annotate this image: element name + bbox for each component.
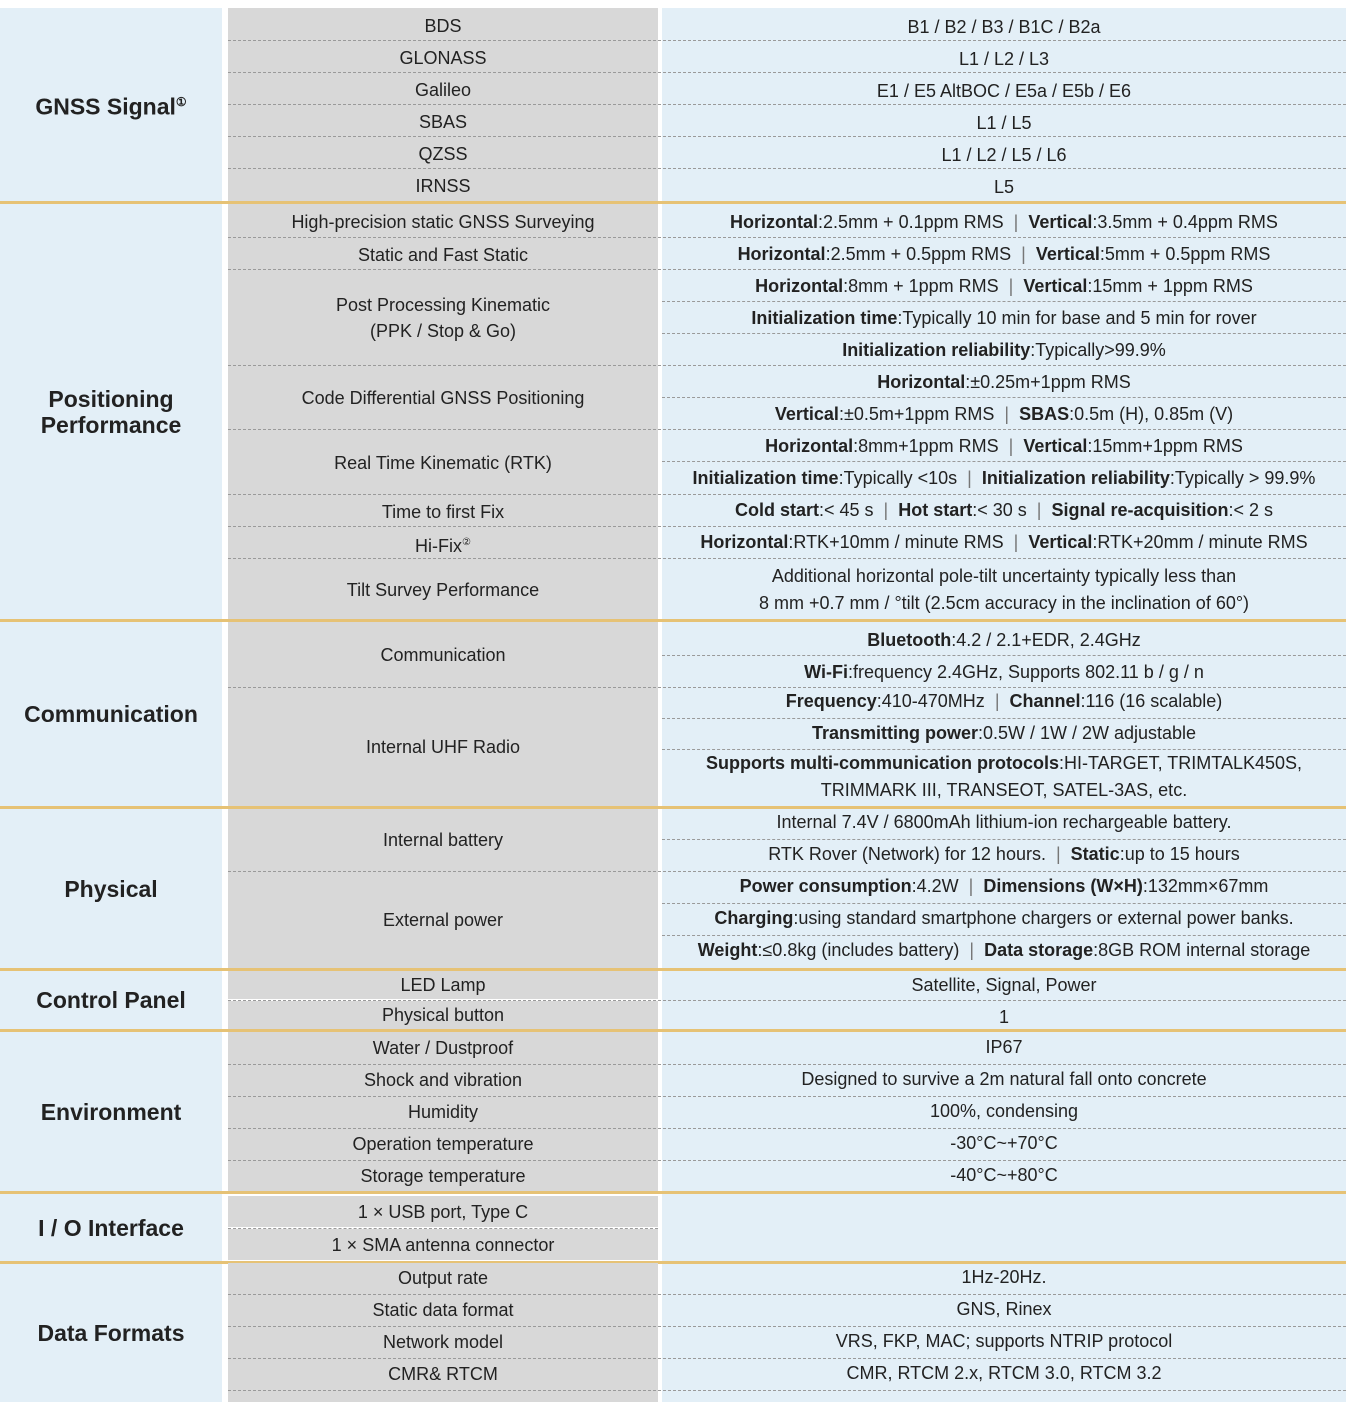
section-title-text: Positioning: [48, 385, 174, 412]
feature-cell: [228, 971, 658, 999]
row-divider: [228, 72, 1346, 73]
value-text: :Typically > 99.9%: [1169, 468, 1316, 488]
row-divider: [662, 461, 1346, 462]
value-line: Horizontal:RTK+10mm / minute RMS | Vertical:RTK+20mm / minute RMS: [700, 532, 1308, 552]
value-text: :4.2 / 2.1+EDR, 2.4GHz: [951, 630, 1141, 650]
value-label: Horizontal: [765, 436, 854, 456]
value-text: :410-470MHz: [876, 691, 985, 711]
value-line: [662, 1362, 1346, 1384]
value-label: Signal re-acquisition: [1051, 500, 1229, 520]
value-line: Horizontal:8mm + 1ppm RMS | Vertical:15mm + 1ppm RMS: [755, 276, 1253, 296]
feature-cell: [228, 432, 658, 494]
value-text: :≤0.8kg (includes battery): [757, 940, 960, 960]
value-text: :±0.25m+1ppm RMS: [965, 372, 1131, 392]
value-text: Satellite, Signal, Power: [911, 975, 1097, 995]
value-label: Hot start: [898, 500, 973, 520]
feature-label: Static data format: [372, 1300, 514, 1320]
feature-cell: [228, 1033, 658, 1063]
value-label: Initialization time: [751, 308, 898, 328]
section-title-physical: [0, 809, 222, 968]
value-text: Designed to survive a 2m natural fall onto concrete: [801, 1069, 1207, 1089]
row-divider: [662, 397, 1346, 398]
value-line: Horizontal:2.5mm + 0.1ppm RMS | Vertical:3.5mm + 0.4ppm RMS: [730, 212, 1278, 232]
feature-cell: [228, 43, 658, 73]
values-environment: [662, 1032, 1346, 1191]
row-divider: [228, 1390, 1346, 1391]
value-text: :RTK+10mm / minute RMS: [788, 532, 1004, 552]
section-title-positioning: [0, 204, 222, 619]
row-divider: [228, 40, 1346, 41]
value-line: [662, 592, 1346, 614]
feature-cell: [228, 1161, 658, 1191]
value-text: GNS, Rinex: [956, 1299, 1052, 1319]
row-divider: [228, 1064, 1346, 1065]
feature-label: LED Lamp: [400, 975, 486, 995]
feature-cell: [228, 206, 658, 238]
values-io-interface: [662, 1194, 1346, 1261]
value-line: Horizontal:2.5mm + 0.5ppm RMS | Vertical:5mm + 0.5ppm RMS: [737, 244, 1271, 264]
value-text: :< 45 s: [818, 500, 874, 520]
value-text: :4.2W: [911, 876, 959, 896]
footnote-marker: ②: [462, 536, 471, 548]
value-line: [662, 565, 1346, 587]
value-label: Horizontal: [737, 244, 826, 264]
value-line: [662, 907, 1346, 929]
value-line: Horizontal:8mm+1ppm RMS | Vertical:15mm+1ppm RMS: [765, 436, 1243, 456]
row-divider: [228, 104, 1346, 105]
value-text: Internal 7.4V / 6800mAh lithium-ion rechargeable battery.: [776, 812, 1232, 832]
value-line: [662, 722, 1346, 744]
feature-label: Operation temperature: [352, 1134, 534, 1154]
value-text: :±0.5m+1ppm RMS: [838, 404, 995, 424]
feature-cell: [228, 75, 658, 105]
value-text: :HI-TARGET, TRIMTALK450S,: [1058, 753, 1303, 773]
feature-cell: [228, 272, 658, 364]
value-line: RTK Rover (Network) for 12 hours. | Static:up to 15 hours: [768, 844, 1240, 864]
section-title-communication: [0, 622, 222, 806]
value-text: 1: [998, 1007, 1009, 1027]
value-text: VRS, FKP, MAC; supports NTRIP protocol: [835, 1331, 1173, 1351]
row-divider: [228, 526, 1346, 527]
value-text: IP67: [985, 1037, 1023, 1057]
value-text: :5mm + 0.5ppm RMS: [1099, 244, 1271, 264]
value-line: [662, 144, 1346, 166]
value-label: Vertical: [1028, 532, 1093, 552]
value-label: Horizontal: [700, 532, 789, 552]
value-text: L1 / L5: [976, 113, 1032, 133]
row-divider: [228, 558, 1346, 559]
feature-label: Internal UHF Radio: [365, 737, 521, 757]
row-divider: [662, 749, 1346, 750]
value-line: [662, 1132, 1346, 1154]
value-line: [662, 1068, 1346, 1090]
value-label: Supports multi-communication protocols: [705, 753, 1059, 773]
value-label: Data storage: [984, 940, 1094, 960]
section-title-text: Control Panel: [36, 987, 186, 1013]
value-line: [662, 307, 1346, 329]
row-divider: [662, 655, 1346, 656]
value-text: :Typically <10s: [838, 468, 958, 488]
value-text: CMR, RTCM 2.x, RTCM 3.0, RTCM 3.2: [846, 1363, 1162, 1383]
value-text: :15mm+1ppm RMS: [1087, 436, 1243, 456]
feature-cell: [228, 1327, 658, 1357]
value-text: L5: [993, 177, 1015, 197]
feature-label: Tilt Survey Performance: [346, 580, 540, 600]
feature-label: Humidity: [407, 1102, 478, 1122]
feature-cell: [228, 1129, 658, 1159]
row-divider: [662, 301, 1346, 302]
values-physical-lines: [662, 809, 1346, 968]
value-text: :0.5W / 1W / 2W adjustable: [977, 723, 1197, 743]
feature-cell: [228, 107, 658, 137]
value-line: [662, 339, 1346, 361]
value-text: RTK Rover (Network) for 12 hours.: [768, 844, 1046, 864]
row-divider: [228, 365, 1346, 366]
value-line: Initialization time:Typically <10s | Initialization reliability:Typically > 99.9%: [692, 468, 1316, 488]
section-title-text: I / O Interface: [38, 1214, 184, 1241]
value-label: Vertical: [1028, 212, 1093, 232]
value-text: :8GB ROM internal storage: [1093, 940, 1311, 960]
value-line: [662, 1330, 1346, 1352]
feature-label: Real Time Kinematic (RTK): [334, 453, 552, 473]
value-label: SBAS: [1019, 404, 1070, 424]
section-title-text: Physical: [64, 875, 158, 902]
feature-label: GLONASS: [399, 48, 487, 68]
value-text: L1 / L2 / L3: [958, 49, 1050, 69]
value-line: [662, 16, 1346, 38]
value-label: Weight: [697, 940, 758, 960]
feature-label: Hi-Fix: [415, 535, 463, 556]
row-divider: [662, 333, 1346, 334]
feature-cell: [228, 562, 658, 618]
value-text: :116 (16 scalable): [1080, 691, 1223, 711]
value-text: :8mm+1ppm RMS: [853, 436, 999, 456]
values-data-formats: [662, 1264, 1346, 1402]
feature-label: External power: [382, 910, 504, 930]
row-divider: [662, 935, 1346, 936]
value-label: Transmitting power: [811, 723, 978, 743]
value-label: Initialization reliability: [981, 468, 1170, 488]
value-line: Weight:≤0.8kg (includes battery) | Data storage:8GB ROM internal storage: [697, 940, 1311, 960]
feature-label: Water / Dustproof: [372, 1038, 514, 1058]
section-title-gnss-signal: [0, 8, 222, 201]
row-divider: [228, 168, 1346, 169]
row-divider: [662, 718, 1346, 719]
row-divider: [228, 136, 1346, 137]
value-label: Vertical: [1023, 436, 1088, 456]
feature-cell: [228, 239, 658, 271]
feature-label: Time to first Fix: [381, 502, 505, 522]
feature-label: Output rate: [397, 1268, 489, 1288]
feature-cell: [228, 873, 658, 967]
value-text: TRIMMARK III, TRANSEOT, SATEL-3AS, etc.: [820, 780, 1188, 800]
section-title-text: Communication: [24, 701, 198, 727]
values-positioning-lines: [662, 204, 1346, 619]
value-line: [662, 48, 1346, 70]
row-divider: [228, 687, 1346, 688]
value-text: :RTK+20mm / minute RMS: [1092, 532, 1308, 552]
value-line: [662, 1266, 1346, 1288]
value-text: -40°C~+80°C: [950, 1165, 1058, 1185]
value-label: Initialization reliability: [842, 340, 1031, 360]
feature-label: (PPK / Stop & Go): [369, 321, 517, 341]
value-text: :15mm + 1ppm RMS: [1087, 276, 1253, 296]
value-label: Vertical: [774, 404, 839, 424]
feature-label: 1 × SMA antenna connector: [331, 1234, 555, 1255]
row-divider: [662, 903, 1346, 904]
feature-cell: [228, 139, 658, 169]
value-text: :132mm×67mm: [1142, 876, 1269, 896]
feature-label: CMR& RTCM: [388, 1364, 498, 1384]
feature-cell: [228, 1001, 658, 1029]
value-label: Cold start: [734, 500, 819, 520]
value-line: [662, 752, 1346, 774]
value-text: :3.5mm + 0.4ppm RMS: [1092, 212, 1278, 232]
value-label: Dimensions (W×H): [983, 876, 1143, 896]
value-label: Charging: [714, 908, 794, 928]
value-label: Initialization time: [692, 468, 839, 488]
feature-label: Static and Fast Static: [357, 245, 529, 265]
section-title-data-formats: [0, 1264, 222, 1402]
feature-cell: [228, 1097, 658, 1127]
feature-label: Internal battery: [382, 830, 504, 850]
feature-label: Network model: [382, 1332, 504, 1352]
value-label: Vertical: [1035, 244, 1100, 264]
row-divider: [228, 237, 1346, 238]
feature-label: Storage temperature: [360, 1166, 526, 1186]
feature-cell: [228, 689, 658, 805]
value-text: :Typically 10 min for base and 5 min for rover: [897, 308, 1257, 328]
section-title-io-interface: [0, 1194, 222, 1261]
feature-label: BDS: [424, 16, 462, 36]
section-title-text: Performance: [40, 411, 182, 438]
value-text: 1Hz-20Hz.: [961, 1267, 1047, 1287]
row-divider: [228, 1128, 1346, 1129]
feature-cell: [228, 171, 658, 201]
value-line: Cold start:< 45 s | Hot start:< 30 s | Signal re-acquisition:< 2 s: [734, 500, 1274, 520]
section-title-text: Data Formats: [37, 1320, 185, 1346]
value-label: Wi-Fi: [804, 662, 848, 682]
feature-cell: [228, 1065, 658, 1095]
value-label: Horizontal: [755, 276, 844, 296]
value-line: [662, 661, 1346, 683]
feature-label: IRNSS: [415, 176, 471, 196]
feature-cell: [228, 810, 658, 870]
feature-label: QZSS: [418, 144, 468, 164]
value-line: [662, 629, 1346, 651]
value-text: :Typically>99.9%: [1030, 340, 1166, 360]
section-title-environment: [0, 1032, 222, 1191]
feature-cell: [228, 529, 658, 559]
row-divider: [228, 1000, 1346, 1001]
value-line: [662, 112, 1346, 134]
feature-cell: [228, 1229, 658, 1260]
feature-cell: [228, 1359, 658, 1389]
value-label: Channel: [1009, 691, 1081, 711]
value-line: [662, 1164, 1346, 1186]
value-line: [662, 371, 1346, 393]
value-text: 8 mm +0.7 mm / °tilt (2.5cm accuracy in the inclination of 60°): [758, 593, 1250, 613]
value-text: :2.5mm + 0.5ppm RMS: [825, 244, 1012, 264]
value-text: L1 / L2 / L5 / L6: [941, 145, 1067, 165]
value-label: Power consumption: [739, 876, 912, 896]
footnote-marker: ①: [175, 95, 187, 110]
feature-label: Galileo: [414, 80, 472, 100]
row-divider: [228, 1358, 1346, 1359]
value-line: [662, 974, 1346, 996]
section-title-control-panel: [0, 971, 222, 1029]
value-line: Frequency:410-470MHz | Channel:116 (16 scalable): [785, 691, 1223, 711]
value-line: [662, 80, 1346, 102]
value-text: :up to 15 hours: [1119, 844, 1240, 864]
value-text: :8mm + 1ppm RMS: [843, 276, 999, 296]
feature-cell: [228, 11, 658, 41]
feature-label: Code Differential GNSS Positioning: [301, 388, 585, 408]
feature-label: Shock and vibration: [363, 1070, 523, 1090]
value-line: Vertical:±0.5m+1ppm RMS | SBAS:0.5m (H), 0.85m (V): [774, 404, 1234, 424]
feature-label: Communication: [380, 645, 506, 665]
row-divider: [228, 269, 1346, 270]
value-text: :using standard smartphone chargers or external power banks.: [793, 908, 1294, 928]
value-line: Power consumption:4.2W | Dimensions (W×H):132mm×67mm: [739, 876, 1269, 896]
row-divider: [228, 494, 1346, 495]
row-divider: [228, 1294, 1346, 1295]
feature-label: High-precision static GNSS Surveying: [291, 212, 595, 232]
value-text: -30°C~+70°C: [950, 1133, 1058, 1153]
value-label: Static: [1070, 844, 1120, 864]
value-line: [662, 811, 1346, 833]
value-line: [662, 1298, 1346, 1320]
feature-cell: [228, 497, 658, 527]
feature-label: SBAS: [418, 112, 468, 132]
row-divider: [228, 1228, 658, 1229]
value-line: [662, 779, 1346, 801]
value-line: [662, 1036, 1346, 1058]
value-text: :< 2 s: [1228, 500, 1274, 520]
values-communication-lines: [662, 622, 1346, 806]
value-text: :frequency 2.4GHz, Supports 802.11 b / g / n: [847, 662, 1204, 682]
value-label: Bluetooth: [867, 630, 952, 650]
row-divider: [228, 1096, 1346, 1097]
feature-label: Post Processing Kinematic: [335, 295, 551, 315]
value-line: [662, 1006, 1346, 1028]
feature-label: 1 × USB port, Type C: [357, 1201, 529, 1222]
value-line: [662, 1100, 1346, 1122]
feature-label: Physical button: [381, 1005, 505, 1025]
row-divider: [228, 429, 1346, 430]
value-text: :0.5m (H), 0.85m (V): [1069, 404, 1234, 424]
value-text: E1 / E5 AltBOC / E5a / E5b / E6: [876, 81, 1132, 101]
value-text: :< 30 s: [972, 500, 1027, 520]
value-text: :2.5mm + 0.1ppm RMS: [818, 212, 1004, 232]
row-divider: [228, 871, 1346, 872]
value-label: Horizontal: [730, 212, 819, 232]
feature-cell: [228, 1263, 658, 1293]
value-text: B1 / B2 / B3 / B1C / B2a: [907, 17, 1101, 37]
row-divider: [662, 839, 1346, 840]
section-title-text: Environment: [40, 1098, 182, 1125]
feature-cell: [228, 1295, 658, 1325]
value-text: Additional horizontal pole-tilt uncertainty typically less than: [771, 566, 1237, 586]
row-divider: [228, 1160, 1346, 1161]
value-label: Horizontal: [877, 372, 966, 392]
value-label: Vertical: [1023, 276, 1088, 296]
feature-cell: [228, 367, 658, 429]
row-divider: [228, 1326, 1346, 1327]
value-line: [662, 176, 1346, 198]
value-text: 100%, condensing: [929, 1101, 1079, 1121]
feature-cell: [228, 1196, 658, 1227]
value-label: Frequency: [785, 691, 877, 711]
feature-cell: [228, 624, 658, 686]
section-title-text: GNSS Signal: [35, 93, 176, 120]
